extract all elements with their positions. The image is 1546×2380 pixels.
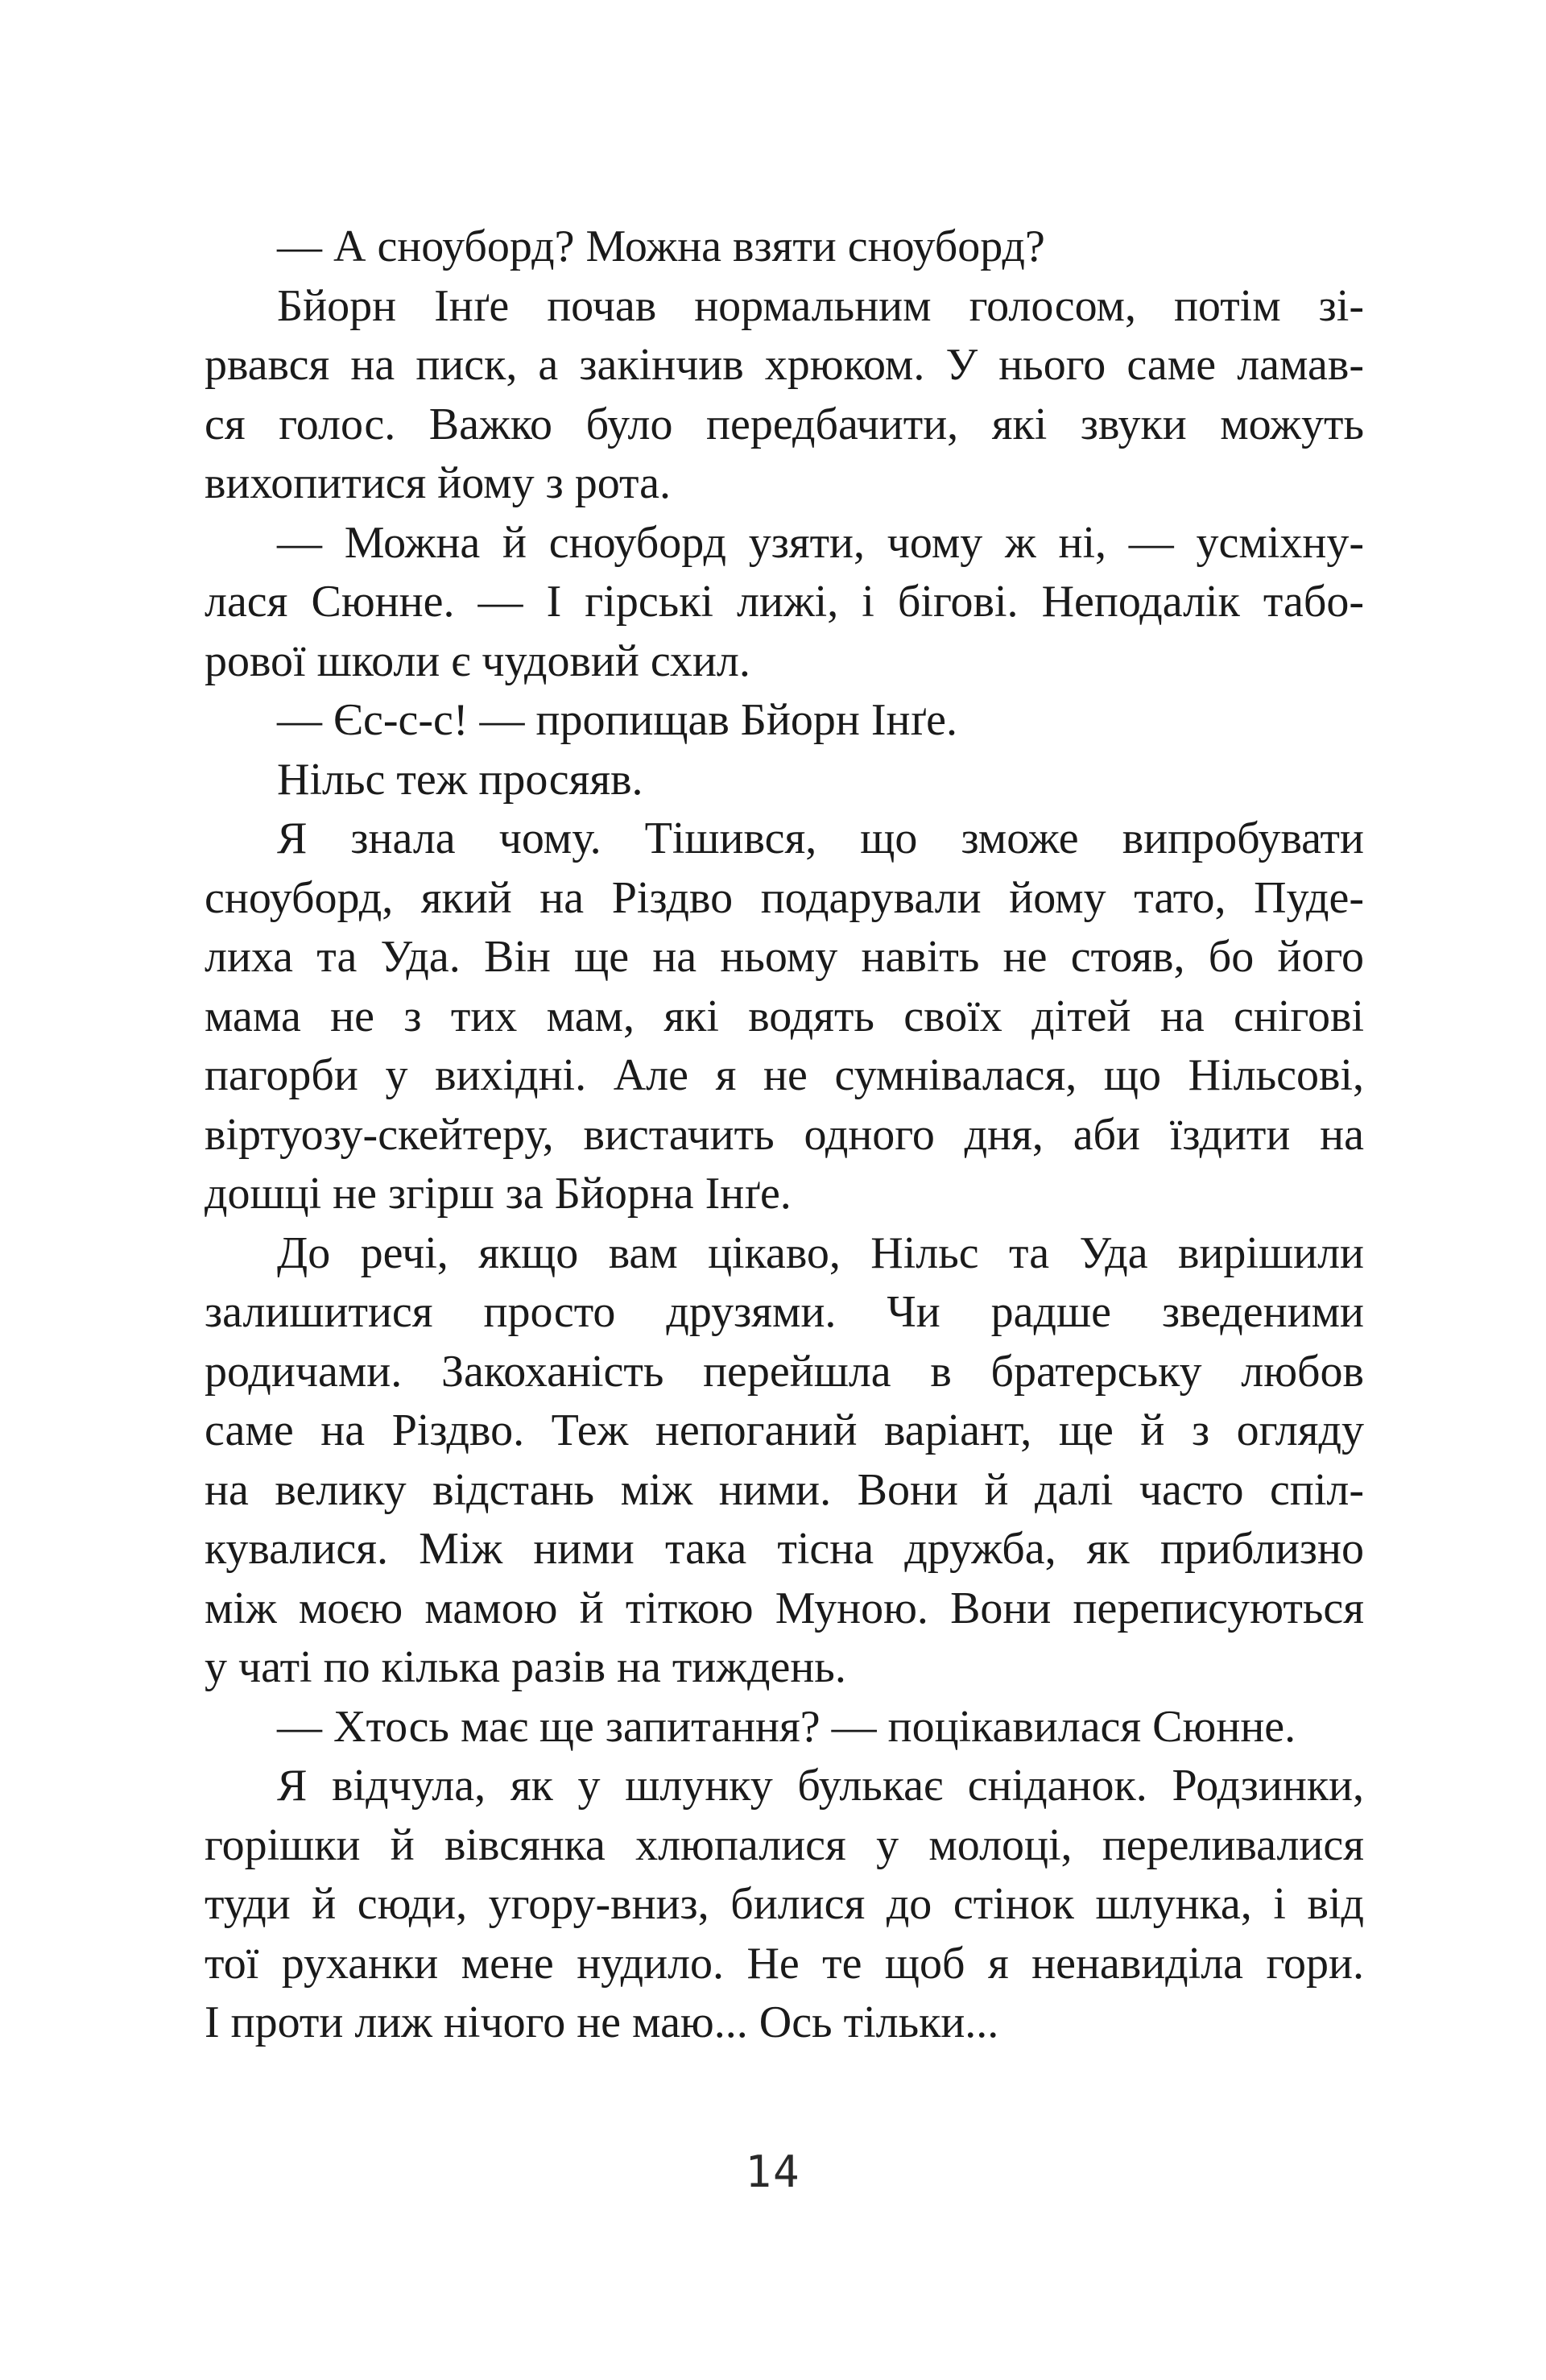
text-line: — Хтось має ще запитання? — поцікавилася Сюнне. (277, 1701, 1296, 1752)
text-line: До речі, якщо вам цікаво, Нільс та Уда вирішили (277, 1227, 1364, 1278)
text-line: лиха та Уда. Він ще на ньому навіть не стояв, бо його (205, 932, 1364, 982)
text-line: Бйорн Інґе почав нормальним голосом, потім зі- (277, 280, 1364, 331)
text-line: туди й сюди, угору-вниз, билися до стінок шлунка, і від (205, 1879, 1364, 1929)
text-line: — А сноуборд? Можна взяти сноуборд? (277, 221, 1045, 271)
text-line: кувалися. Між ними така тісна дружба, як приблизно (205, 1524, 1364, 1574)
text-line: рвався на писк, а закінчив хрюком. У нього саме ламав- (205, 340, 1364, 390)
text-line: родичами. Закоханість перейшла в братерську любов (205, 1346, 1364, 1397)
text-line: дошці не згірш за Бйорна Інґе. (205, 1169, 792, 1219)
text-line: сноуборд, який на Різдво подарували йому тато, Пуде- (205, 872, 1364, 923)
text-line: саме на Різдво. Теж непоганий варіант, ще й з огляду (205, 1405, 1364, 1455)
text-line: — Можна й сноуборд узяти, чому ж ні, — усміхну- (277, 517, 1364, 568)
text-line: вихопитися йому з рота. (205, 458, 672, 508)
text-line: віртуозу-скейтеру, вистачить одного дня, аби їздити на (205, 1109, 1364, 1160)
text-line: Я відчула, як у шлунку булькає сніданок. Родзинки, (277, 1761, 1364, 1811)
text-line: горішки й вівсянка хлюпалися у молоці, переливалися (205, 1819, 1364, 1870)
text-line: між моєю мамою й тіткою Муною. Вони переписуються (205, 1583, 1364, 1633)
page-number: 14 (745, 2146, 801, 2197)
text-line: на велику відстань між ними. Вони й далі часто спіл- (205, 1464, 1364, 1515)
text-line: ся голос. Важко було передбачити, які звуки можуть (205, 399, 1364, 449)
text-line: Нільс теж просяяв. (277, 754, 643, 805)
text-line: І проти лиж нічого не маю... Ось тільки... (205, 1997, 999, 2047)
body-text (205, 217, 1364, 2053)
text-line: лася Сюнне. — І гірські лижі, і бігові. Неподалік табо- (205, 577, 1364, 627)
text-line: тої руханки мене нудило. Не те щоб я ненавиділа гори. (205, 1938, 1364, 1989)
text-line: — Єс-с-с! — пропищав Бйорн Інґе. (277, 695, 958, 745)
text-line: у чаті по кілька разів на тиждень. (205, 1642, 846, 1692)
text-line: Я знала чому. Тішився, що зможе випробувати (277, 813, 1364, 863)
text-line: мама не з тих мам, які водять своїх дітей на снігові (205, 991, 1364, 1041)
text-line: залишитися просто друзями. Чи радше зведеними (205, 1287, 1364, 1337)
text-line: рової школи є чудовий схил. (205, 635, 750, 686)
text-line: пагорби у вихідні. Але я не сумнівалася, що Нільсові, (205, 1050, 1364, 1100)
